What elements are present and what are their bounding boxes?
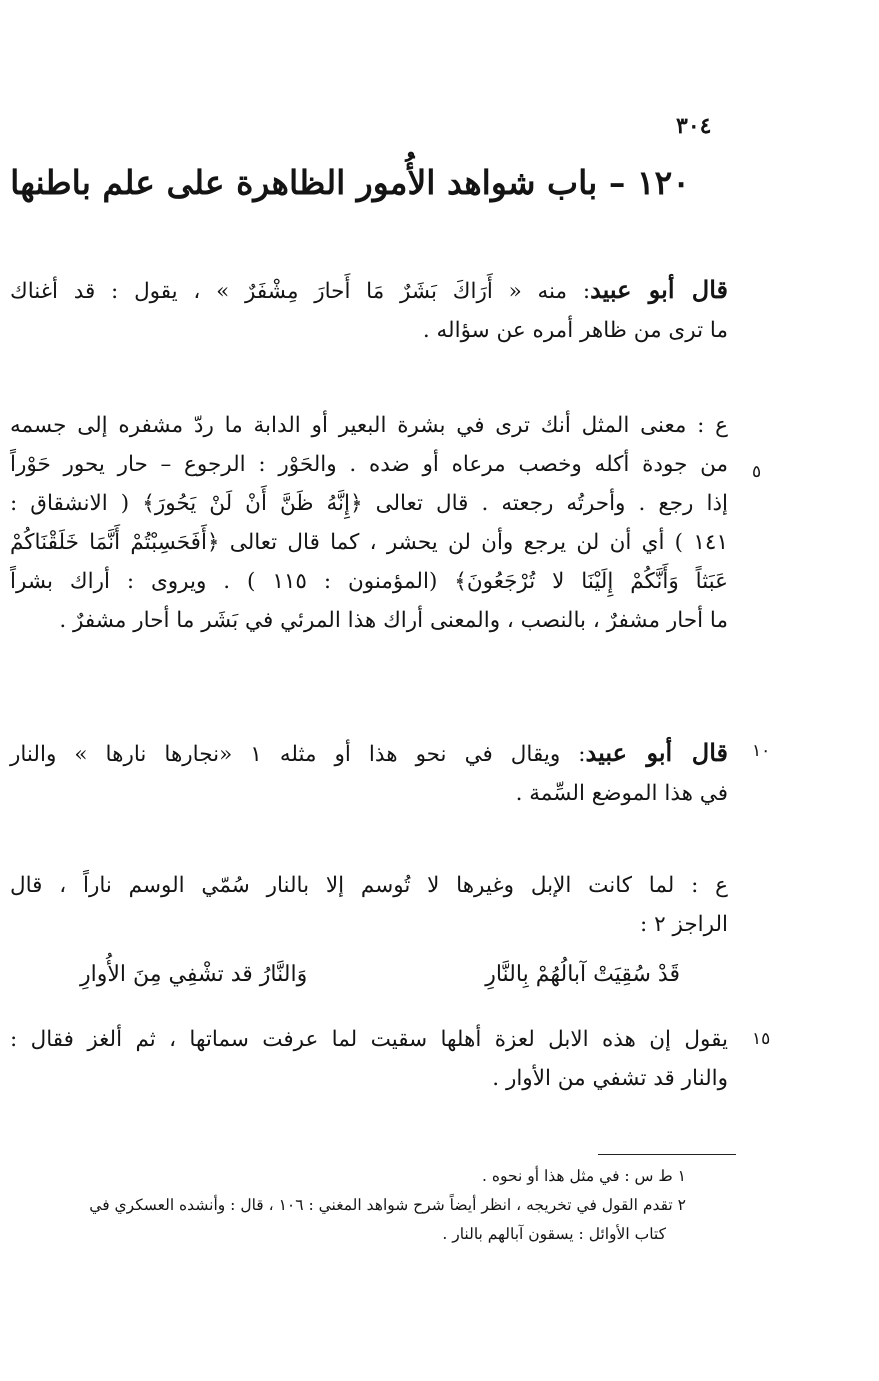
paragraph-line: قال أبو عبيد: منه « أَرَاكَ بَشَرٌ مَا أَحارَ مِشْفَرٌ » ، يقول : قد أغناك <box>10 275 729 304</box>
paragraph-line: والنار قد تشفي من الأوار . <box>492 1066 728 1091</box>
paragraph-abu-ubaid-1 <box>10 270 728 350</box>
paragraph-abu-ubaid-2 <box>10 733 728 813</box>
chapter-title: ١٢٠ – باب شواهد الأُمور الظاهرة على علم باطنها <box>10 163 690 202</box>
speaker-label: قال أبو عبيد <box>585 738 728 767</box>
poetry-verse <box>80 962 680 987</box>
paragraph-line: ما أحار مشفرٌ ، بالنصب ، والمعنى أراك هذا المرئي في بَشَر ما أحار مشفرٌ . <box>59 608 728 633</box>
line-text: منه « أَرَاكَ بَشَرٌ مَا أَحارَ مِشْفَرٌ » ، يقول : قد أغناك <box>10 279 568 304</box>
margin-line-number: ١٠ <box>752 741 771 761</box>
footnote-continuation: كتاب الأوائل : يسقون آبالهم بالنار . <box>442 1225 666 1243</box>
paragraph-commentary-3 <box>10 1020 728 1098</box>
paragraph-line: ع : معنى المثل أنك ترى في بشرة البعير أو الدابة ما ردّ مشفره إلى جسمه <box>10 413 728 438</box>
paragraph-line: عَبَثاً وَأَنَّكُمْ إِلَيْنَا لا تُرْجَعُونَ﴾ (المؤمنون : ١١٥ ) . ويروى : أراك بشراً <box>10 569 728 594</box>
verse-second-hemistich: وَالنَّارُ قد تشْفِي مِنَ الأُوارِ <box>80 962 308 987</box>
paragraph-line: من جودة أكله وخصب مرعاه أو ضده . والحَوْر : الرجوع – حار يحور حَوْراً <box>10 452 728 477</box>
margin-line-number: ١٥ <box>752 1029 771 1049</box>
footnote: ١ ط س : في مثل هذا أو نحوه . <box>482 1167 686 1185</box>
footnotes <box>4 1162 686 1249</box>
paragraph-line: ما ترى من ظاهر أمره عن سؤاله . <box>422 318 728 343</box>
footnote-separator <box>598 1154 736 1155</box>
paragraph-line: الراجز ٢ : <box>640 912 728 937</box>
paragraph-commentary-1 <box>10 406 728 640</box>
paragraph-line <box>10 733 728 774</box>
paragraph-line: يقول إن هذه الابل لعزة أهلها سقيت لما عرفت سماتها ، ثم ألغز فقال : <box>10 1027 728 1052</box>
speaker-label: قال أبو عبيد <box>590 275 729 304</box>
line-text: : ويقال في نحو هذا أو مثله ١ «نجارها نارها » والنار <box>10 742 586 767</box>
margin-line-number: ٥ <box>752 462 762 482</box>
paragraph-line: ١٤١ ) أي أن لن يرجع وأن لن يحشر ، كما قال تعالى ﴿أَفَحَسِبْتُمْ أَنَّمَا خَلَقْنَاكُمْ <box>10 530 728 555</box>
verse-first-hemistich: قَدْ سُقِيَتْ آبالُهُمْ بِالنَّارِ <box>485 962 680 987</box>
paragraph-line: في هذا الموضع السِّمة . <box>515 781 728 806</box>
footnote: ٢ تقدم القول في تخريجه ، انظر أيضاً شرح شواهد المغني : ١٠٦ ، قال : وأنشده العسكري في <box>89 1196 686 1214</box>
page-number: ٣٠٤ <box>676 113 712 139</box>
paragraph-line: إذا رجع . وأحرتُه رجعته . قال تعالى ﴿إِنَّهُ ظَنَّ أَنْ لَنْ يَحُورَ﴾ ( الانشقاق : <box>10 491 728 516</box>
paragraph-line: ع : لما كانت الإبل وغيرها لا تُوسم إلا بالنار سُمّي الوسم ناراً ، قال <box>10 873 728 898</box>
paragraph-commentary-2 <box>10 866 728 944</box>
